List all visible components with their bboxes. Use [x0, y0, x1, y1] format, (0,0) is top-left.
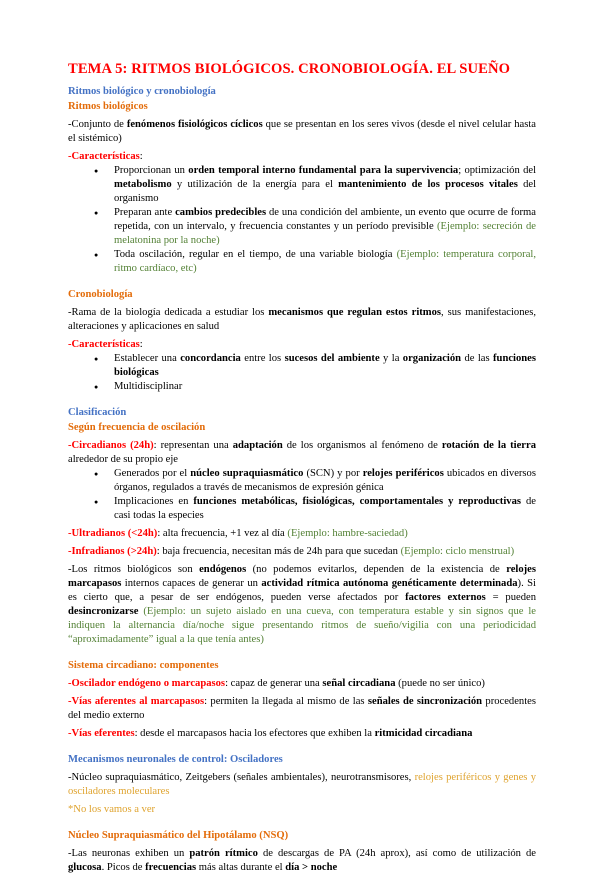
text-run: de los organismos al fenómeno de	[282, 440, 442, 451]
text-run: y la	[379, 353, 403, 364]
text-run: ubicados en diversos órganos, regulados a través de mecanismos de expresión génica	[114, 468, 536, 493]
text-run: alrededor de su propio eje	[68, 454, 179, 465]
text-run: : representan una	[153, 440, 233, 451]
bullet-icon: ●	[94, 355, 99, 363]
text-run: procedentes del medio externo	[68, 696, 536, 721]
text-run: sucesos del ambiente	[284, 353, 380, 364]
text-run: funciones biológicas	[114, 353, 537, 378]
text-run: (Ejemplo: ciclo menstrual)	[400, 546, 515, 557]
bullet-text	[114, 495, 536, 523]
paragraph	[68, 727, 536, 741]
text-run: Multidisciplinar	[114, 381, 183, 392]
section-heading	[68, 406, 536, 420]
text-run: señal circadiana	[322, 678, 396, 689]
bullet-text	[114, 248, 536, 276]
text-run: Generados por el	[114, 468, 191, 479]
text-run: Cronobiología	[68, 289, 133, 300]
text-run: día > noche	[285, 862, 338, 873]
text-run: adaptación	[232, 440, 283, 451]
text-run: , sus manifestaciones, alteraciones y aplicaciones en salud	[68, 307, 536, 332]
text-run: patrón rítmico	[189, 848, 258, 859]
text-run: -Los ritmos biológicos son	[68, 564, 200, 575]
text-run: -Oscilador endógeno o marcapasos	[68, 678, 226, 689]
text-run: que se presentan en los seres vivos (desde el nivel celular hasta el sistémico)	[68, 119, 536, 144]
text-run: metabolismo	[114, 179, 172, 190]
text-run: -Circadianos (24h)	[68, 440, 154, 451]
text-run: -Rama de la biología dedicada a estudiar los	[68, 307, 269, 318]
bullet-text	[114, 467, 536, 495]
text-run: -Núcleo supraquiasmático, Zeitgebers (señales ambientales), neurotransmisores,	[68, 772, 415, 783]
text-run: -Ultradianos (<24h)	[68, 528, 158, 539]
text-run: Ritmos biológicos	[68, 101, 148, 112]
bullet-item	[68, 380, 536, 394]
text-run: organización	[402, 353, 462, 364]
paragraph	[68, 771, 536, 799]
bullet-icon: ●	[94, 498, 99, 506]
text-run: Preparan ante	[114, 207, 176, 218]
bullet-text	[114, 380, 536, 394]
text-run: : baja frecuencia, necesitan más de 24h para que sucedan	[156, 546, 401, 557]
bullet-text	[114, 352, 536, 380]
text-run: ; optimización del	[458, 165, 537, 176]
bullet-icon: ●	[94, 209, 99, 217]
text-run: de casi todas la especies	[114, 496, 536, 521]
bullet-text	[114, 206, 536, 248]
text-run: -Las neuronas exhiben un	[68, 848, 190, 859]
paragraph	[68, 563, 536, 647]
text-run: Sistema circadiano: componentes	[68, 660, 219, 671]
text-run: Según frecuencia de oscilación	[68, 422, 206, 433]
text-run: señales de sincronización	[367, 696, 483, 707]
text-run: internos capaces de generar un	[121, 578, 262, 589]
bullet-item	[68, 467, 536, 495]
paragraph	[68, 118, 536, 146]
text-run: (Ejemplo: temperatura corporal, ritmo cardíaco, etc)	[114, 249, 536, 274]
text-run: -Vías eferentes	[68, 728, 135, 739]
paragraph	[68, 527, 536, 541]
text-run: Clasificación	[68, 407, 127, 418]
text-run: -Características	[68, 339, 140, 350]
text-run: Toda oscilación, regular en el tiempo, de una variable biología	[114, 249, 397, 260]
text-run: más altas durante el	[196, 862, 286, 873]
text-run: : desde el marcapasos hacia los efectores que exhiben la	[134, 728, 375, 739]
text-run: factores externos	[405, 592, 486, 603]
paragraph	[68, 439, 536, 467]
subsection-heading	[68, 659, 536, 673]
text-run: desincronizarse	[68, 606, 139, 617]
text-run: -Infradianos (>24h)	[68, 546, 157, 557]
text-run: glucosa	[68, 862, 102, 873]
text-run: de descargas de PA (24h aprox), así como de utilización de	[257, 848, 537, 859]
text-run: Proporcionan un	[114, 165, 189, 176]
text-run: relojes periféricos y genes y osciladores moleculares	[68, 772, 536, 797]
text-run: : alta frecuencia, +1 vez al día	[157, 528, 288, 539]
text-run: ). Si es cierto que, a pesar de ser endógenos, pueden verse afectados por	[68, 578, 536, 603]
paragraph	[68, 803, 536, 817]
paragraph	[68, 338, 536, 352]
text-run: Núcleo Supraquiasmático del Hipotálamo (NSQ)	[68, 830, 289, 841]
text-run: Mecanismos neuronales de control: Osciladores	[68, 754, 283, 765]
bullet-item	[68, 248, 536, 276]
bullet-icon: ●	[94, 167, 99, 175]
text-run: del organismo	[114, 179, 537, 204]
text-run: Implicaciones en	[114, 496, 194, 507]
text-run: Establecer una	[114, 353, 181, 364]
bullet-item	[68, 495, 536, 523]
text-run: entre los	[240, 353, 285, 364]
text-run: fenómenos fisiológicos cíclicos	[126, 119, 263, 130]
paragraph	[68, 847, 536, 875]
text-run: núcleo supraquiasmático	[190, 468, 304, 479]
text-run: (no podemos evitarlos, dependen de la existencia de	[246, 564, 507, 575]
text-run: y utilización de la energía para el	[171, 179, 339, 190]
text-run: TEMA 5: RITMOS BIOLÓGICOS. CRONOBIOLOGÍA. EL SUEÑO	[68, 61, 511, 77]
text-run: Ritmos biológico y cronobiología	[68, 86, 216, 97]
text-run: :	[139, 339, 143, 350]
bullet-icon: ●	[94, 251, 99, 259]
subsection-heading	[68, 288, 536, 302]
text-run: : permiten la llegada al mismo de las	[204, 696, 368, 707]
subsection-heading	[68, 100, 536, 114]
text-run: = pueden	[485, 592, 537, 603]
bullet-item	[68, 164, 536, 206]
text-run: rotación de la tierra	[441, 440, 536, 451]
bullet-icon: ●	[94, 383, 99, 391]
text-run: cambios predecibles	[175, 207, 267, 218]
text-run: (Ejemplo: secreción de melatonina por la noche)	[114, 221, 537, 246]
paragraph	[68, 677, 536, 691]
text-run: funciones metabólicas, fisiológicas, comportamentales y reproductivas	[193, 496, 521, 507]
bullet-item	[68, 352, 536, 380]
text-run: . Picos de	[101, 862, 146, 873]
bullet-text	[114, 164, 536, 206]
text-run: *No los vamos a ver	[68, 804, 156, 815]
bullet-icon: ●	[94, 470, 99, 478]
page-title	[68, 60, 536, 79]
text-run: orden temporal interno fundamental para la supervivencia	[188, 165, 459, 176]
text-run: de una condición del ambiente, un evento que ocurre de forma repetida, con un intervalo, y frecuencia constantes y un período previsible	[114, 207, 536, 232]
text-run: relojes marcapasos	[68, 564, 536, 589]
paragraph	[68, 306, 536, 334]
paragraph	[68, 695, 536, 723]
text-run: (SCN) y por	[303, 468, 363, 479]
text-run: de las	[461, 353, 494, 364]
text-run: mecanismos que regulan estos ritmos	[268, 307, 442, 318]
paragraph	[68, 150, 536, 164]
text-run: :	[139, 151, 143, 162]
text-run: concordancia	[180, 353, 241, 364]
bullet-item	[68, 206, 536, 248]
section-heading	[68, 753, 536, 767]
text-run: -Conjunto de	[68, 119, 127, 130]
text-run: mantenimiento de los procesos vitales	[338, 179, 518, 190]
text-run: -Características	[68, 151, 140, 162]
text-run: relojes periféricos	[362, 468, 444, 479]
text-run: : capaz de generar una	[225, 678, 323, 689]
text-run: actividad rítmica autónoma genéticamente determinada	[261, 578, 518, 589]
text-run: (Ejemplo: hambre-saciedad)	[287, 528, 408, 539]
text-run: -Vías aferentes al marcapasos	[68, 696, 205, 707]
text-run: (Ejemplo: un sujeto aislado en una cueva, con temperatura estable y sin signos que le indiquen la alternancia día/noche sigue presentando ritmos de sueño/vigilia con una periodicidad “aproximadamente” igual a la que tenía antes)	[68, 606, 536, 645]
text-run: frecuencias	[145, 862, 197, 873]
paragraph	[68, 545, 536, 559]
text-run: (puede no ser único)	[395, 678, 485, 689]
text-run: endógenos	[199, 564, 247, 575]
subsection-heading	[68, 421, 536, 435]
subsection-heading	[68, 829, 536, 843]
text-run: ritmicidad circadiana	[374, 728, 473, 739]
section-heading	[68, 85, 536, 99]
